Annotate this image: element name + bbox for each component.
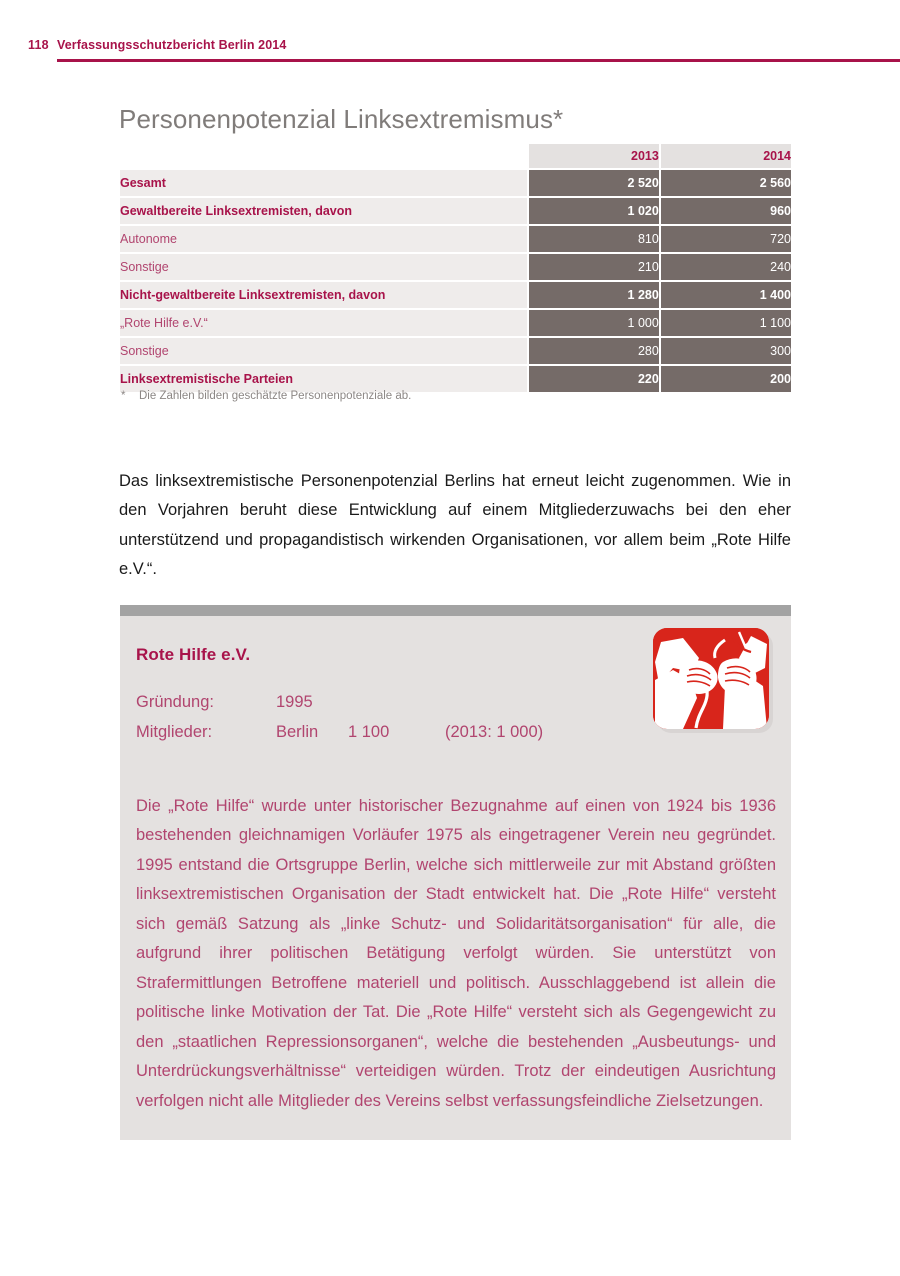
table-cell-2014: 300 — [659, 338, 791, 366]
rote-hilfe-logo-icon — [653, 628, 773, 733]
table-footnote — [121, 390, 411, 402]
table-cell-2014: 1 400 — [659, 282, 791, 310]
fact-value-a: 1995 — [276, 693, 313, 711]
info-box-top-bar — [120, 605, 791, 616]
table-header-row — [120, 144, 791, 170]
table-cell-2013: 210 — [527, 254, 659, 282]
page-header-title: Verfassungsschutzbericht Berlin 2014 — [57, 38, 287, 52]
table-cell-2014: 1 100 — [659, 310, 791, 338]
table-cell-2014: 2 560 — [659, 170, 791, 198]
table-cell-label: Nicht-gewaltbereite Linksextremisten, davon — [120, 282, 527, 310]
table-cell-2014: 240 — [659, 254, 791, 282]
info-box-rote-hilfe — [120, 605, 791, 1140]
table-cell-2013: 810 — [527, 226, 659, 254]
personenpotenzial-table — [120, 144, 791, 392]
table-header-2014: 2014 — [659, 144, 791, 170]
table-row — [120, 170, 791, 198]
table-cell-2013: 2 520 — [527, 170, 659, 198]
table-row — [120, 282, 791, 310]
fact-key: Gründung: — [136, 693, 214, 711]
table-row — [120, 254, 791, 282]
body-paragraph: Das linksextremistische Personenpotenzial Berlins hat erneut leicht zugenommen. Wie in den Vorjahren beruht diese Entwicklung auf einem Mitgliederzuwachs bei den eher unterstützend und propagandistisch wirkenden Organisationen, vor allem beim „Rote Hilfe e.V.“. — [119, 471, 791, 578]
table-cell-label: Sonstige — [120, 254, 527, 282]
table-row — [120, 338, 791, 366]
fact-key: Mitglieder: — [136, 723, 213, 741]
table-cell-2013: 1 280 — [527, 282, 659, 310]
table-cell-2014: 720 — [659, 226, 791, 254]
table-row — [120, 226, 791, 254]
footnote-text: Die Zahlen bilden geschätzte Personenpotenziale ab. — [139, 390, 412, 402]
fact-value-c: (2013: 1 000) — [445, 723, 544, 741]
table-cell-2013: 1 020 — [527, 198, 659, 226]
info-box-title: Rote Hilfe e.V. — [136, 645, 251, 665]
table-cell-2013: 1 000 — [527, 310, 659, 338]
fact-row — [136, 717, 543, 747]
table-cell-label: Gewaltbereite Linksextremisten, davon — [120, 198, 527, 226]
table-row — [120, 198, 791, 226]
table-cell-2014: 960 — [659, 198, 791, 226]
table-cell-label: Linksextremistische Parteien — [120, 366, 527, 392]
table-cell-label: Autonome — [120, 226, 527, 254]
table-cell-label: Gesamt — [120, 170, 527, 198]
table-row — [120, 366, 791, 392]
table-cell-label: „Rote Hilfe e.V.“ — [120, 310, 527, 338]
page-number: 118 — [28, 38, 49, 52]
table-header-2013: 2013 — [527, 144, 659, 170]
table-row — [120, 310, 791, 338]
fact-value-a: Berlin — [276, 723, 319, 741]
table-cell-2013: 280 — [527, 338, 659, 366]
fact-value-b: 1 100 — [348, 723, 390, 741]
table-cell-2014: 200 — [659, 366, 791, 392]
logo-plate — [653, 628, 769, 729]
header-rule — [57, 59, 900, 62]
info-box-text: Die „Rote Hilfe“ wurde unter historischer Bezugnahme auf einen von 1924 bis 1936 bestehenden gleichnamigen Vorläufer 1975 als eingetragener Verein neu gegründet. 1995 entstand die Ortsgruppe Berlin, welche sich mittlerweile zur mit Abstand größten linksextremistischen Organisation der Stadt entwickelt hat. Die „Rote Hilfe“ versteht sich gemäß Satzung als „linke Schutz- und Solidaritätsorganisation“ für alle, die aufgrund ihrer politischen Betätigung verfolgt würden. Sie unterstützt von Strafermittlungen Betroffene materiell und politisch. Ausschlaggebend ist allein die politische linke Motivation der Tat. Die „Rote Hilfe“ versteht sich als Gegengewicht zu den „staatlichen Repressionsorganen“, welche die bestehenden „Ausbeutungs- und Unterdrückungsverhältnisse“ verteidigen würden. Trotz der eindeutigen Ausrichtung verfolgen nicht alle Mitglieder des Vereins selbst verfassungsfeindliche Zielsetzungen. — [136, 796, 776, 1110]
page-title: Personenpotenzial Linksextremismus* — [119, 104, 564, 135]
fact-row — [136, 687, 543, 717]
table-header-blank — [120, 144, 527, 170]
table-cell-label: Sonstige — [120, 338, 527, 366]
footnote-marker: * — [121, 390, 126, 402]
table-cell-2013: 220 — [527, 366, 659, 392]
page-header — [0, 38, 900, 64]
info-box-facts — [136, 687, 543, 747]
